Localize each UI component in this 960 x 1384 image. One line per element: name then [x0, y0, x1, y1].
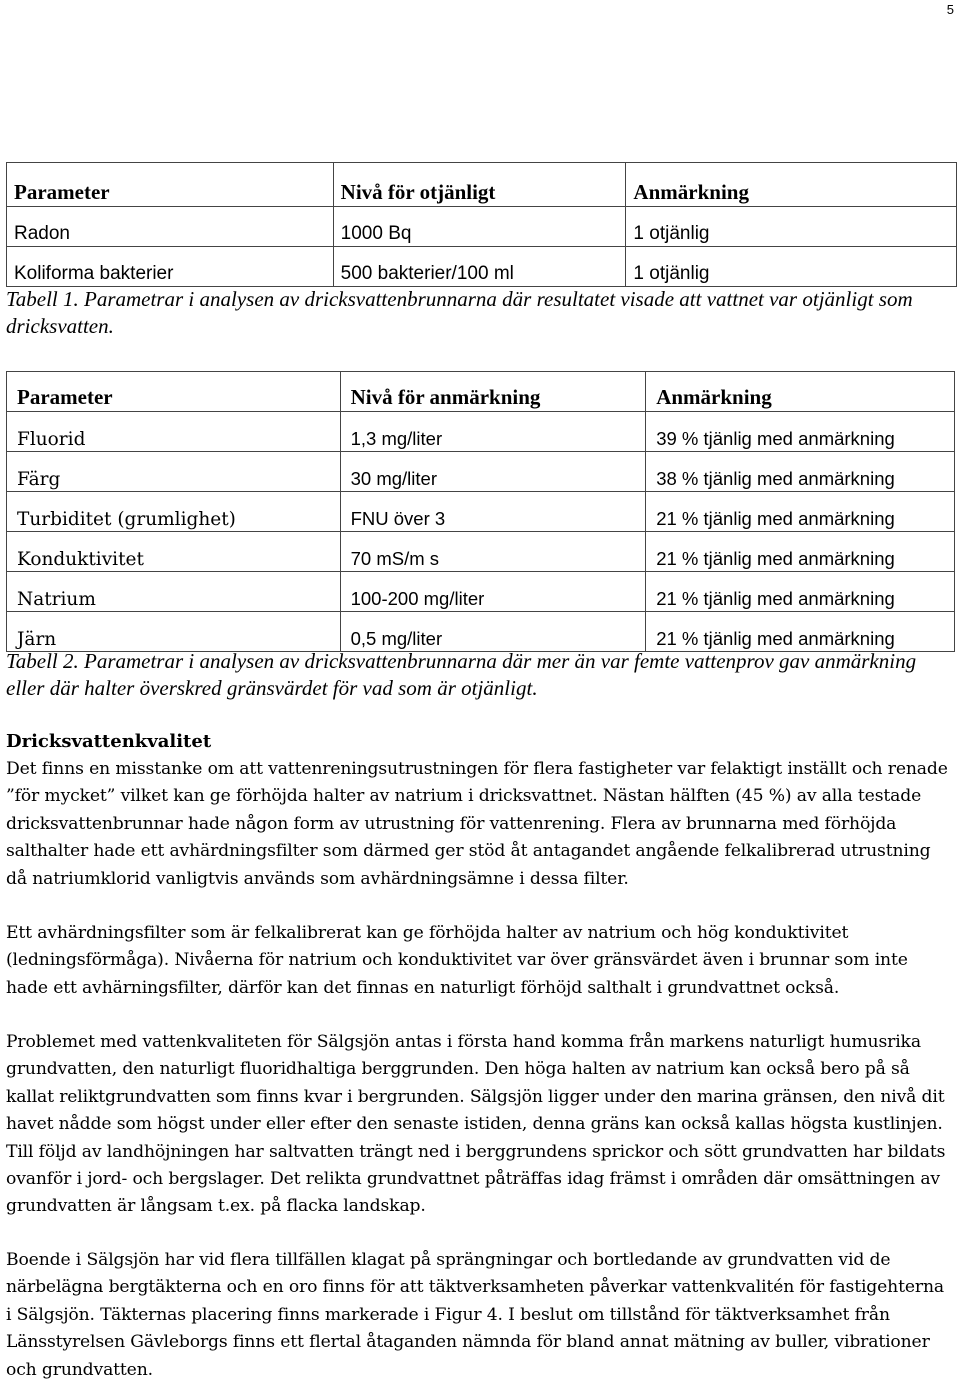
table-row [7, 572, 955, 612]
table-cell: Natrium [7, 572, 341, 612]
table-cell: Turbiditet (grumlighet) [7, 492, 341, 532]
table-cell: 70 mS/m s [340, 532, 646, 572]
table-row [7, 612, 955, 652]
table-cell: 0,5 mg/liter [340, 612, 646, 652]
body-paragraph: Problemet med vattenkvaliteten för Sälgsjön antas i första hand komma från markens naturligt humusrika grundvatten, den naturligt fluoridhaltiga berggrunden. Den höga halten av natrium kan också bero på så kallat reliktgrundvatten som finns kvar i bergrunden. Sälgsjön ligger under den marina gränsen, den nivå dit havet nådde som högst under eller efter den senaste istiden, denna gräns kan också kallas högsta kustlinjen. Till följd av landhöjningen har saltvatten trängt ned i berggrundens sprickor och sött grundvatten har bildats ovanför i jord- och bergslager. Det relikta grundvattnet påträffas idag främst i områden där omsättningen av grundvatten är långsam t.ex. på flacka landskap. [6, 1032, 946, 1217]
table-cell: 30 mg/liter [340, 452, 646, 492]
table-row [7, 452, 955, 492]
table-cell: 1000 Bq [333, 207, 626, 247]
column-header: Anmärkning [626, 163, 957, 207]
table-caption: Tabell 2. Parametrar i analysen av dricksvattenbrunnarna där mer än var femte vattenprov gav anmärkning eller där halter överskred gränsvärdet för vad som är otjänligt. [6, 649, 917, 700]
table-cell: 1 otjänlig [626, 247, 957, 287]
table-header-row [7, 163, 957, 207]
table-cell: 21 % tjänlig med anmärkning [646, 492, 955, 532]
table-cell: 21 % tjänlig med anmärkning [646, 612, 955, 652]
table-cell: 21 % tjänlig med anmärkning [646, 572, 955, 612]
table-row [7, 247, 957, 287]
table-row [7, 412, 955, 452]
table-cell: 1,3 mg/liter [340, 412, 646, 452]
column-header: Anmärkning [646, 372, 955, 412]
table-cell: 500 bakterier/100 ml [333, 247, 626, 287]
table-cell: Järn [7, 612, 341, 652]
column-header: Parameter [7, 163, 334, 207]
table-cell: 21 % tjänlig med anmärkning [646, 532, 955, 572]
table-caption: Tabell 1. Parametrar i analysen av dricksvattenbrunnarna där resultatet visade att vattnet var otjänligt som dricksvatten. [6, 287, 913, 338]
table-cell: Radon [7, 207, 334, 247]
column-header: Nivå för otjänligt [333, 163, 626, 207]
table-cell: FNU över 3 [340, 492, 646, 532]
page-number: 5 [946, 2, 954, 17]
body-paragraph: Det finns en misstanke om att vattenreningsutrustningen för flera fastigheter var felaktigt inställt och renade ”för mycket” vilket kan ge förhöjda halter av natrium i dricksvattnet. Nästan hälften (45 %) av alla testade dricksvattenbrunnar hade någon form av utrustning för vattenrening. Flera av brunnarna med förhöjda salthalter hade ett avhärdningsfilter som därmed ger stöd åt antagandet angående felkalibrerad utrustning då natriumklorid vanligtvis används som avhärdningsämne i dessa filter. [6, 759, 948, 889]
column-header: Nivå för anmärkning [340, 372, 646, 412]
table-cell: Konduktivitet [7, 532, 341, 572]
table-row [7, 532, 955, 572]
section-heading: Dricksvattenkvalitet [6, 731, 212, 752]
table-cell: Fluorid [7, 412, 341, 452]
column-header: Parameter [7, 372, 341, 412]
table-cell: Koliforma bakterier [7, 247, 334, 287]
table-cell: 39 % tjänlig med anmärkning [646, 412, 955, 452]
table-row [7, 207, 957, 247]
table-cell: 38 % tjänlig med anmärkning [646, 452, 955, 492]
table-header-row [7, 372, 955, 412]
table-cell: 1 otjänlig [626, 207, 957, 247]
body-paragraph: Boende i Sälgsjön har vid flera tillfällen klagat på sprängningar och bortledande av grundvatten vid de närbelägna bergtäkterna och en oro finns för att täktverksamheten påverkar vattenkvalitén för fastigehterna i Sälgsjön. Täkternas placering finns markerade i Figur 4. I beslut om tillstånd för täktverksamhet från Länsstyrelsen Gävleborgs finns ett flertal åtaganden nämnda för bland annat mätning av buller, vibrationer och grundvatten. [6, 1250, 944, 1380]
table-cell: Färg [7, 452, 341, 492]
table-otjanligt [6, 162, 957, 287]
table-row [7, 492, 955, 532]
table-anmarkning [6, 371, 955, 652]
table-cell: 100-200 mg/liter [340, 572, 646, 612]
body-paragraph: Ett avhärdningsfilter som är felkalibrerat kan ge förhöjda halter av natrium och hög konduktivitet (ledningsförmåga). Nivåerna för natrium och konduktivitet var över gränsvärdet även i brunnar som inte hade ett avhärningsfilter, därför kan det finnas en naturligt förhöjd salthalt i grundvattnet också. [6, 923, 908, 998]
